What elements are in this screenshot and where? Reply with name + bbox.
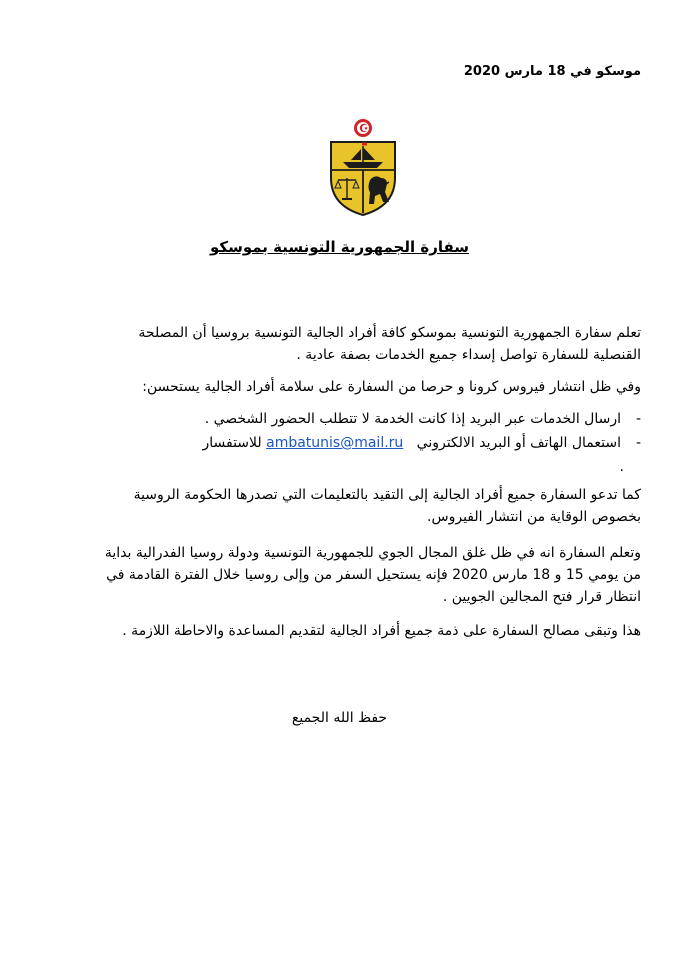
bullet-text-suffix: للاستفسار: [202, 435, 262, 451]
bullet-item-contact: [63, 432, 641, 454]
paragraph-3-line-2: بخصوص الوقاية من انتشار الفيروس.: [427, 509, 641, 525]
bullet-item-contact-end: .: [619, 459, 624, 475]
paragraph-5: هذا وتبقى مصالح السفارة على ذمة جميع أفراد الجالية لتقديم المساعدة والاحاطة اللازمة .: [122, 623, 641, 639]
bullet-item-mail-services: [63, 408, 641, 430]
paragraph-1-line-1: تعلم سفارة الجمهورية التونسية بموسكو كافة أفراد الجالية التونسية بروسيا أن المصلحة: [138, 325, 641, 341]
bullet-dash: -: [635, 411, 641, 427]
embassy-title: سفارة الجمهورية التونسية بموسكو: [209, 238, 470, 256]
paragraph-4-line-1: وتعلم السفارة انه في ظل غلق المجال الجوي للجمهورية التونسية ودولة روسيا الفدرالية بداية: [104, 545, 641, 561]
letter-date: موسكو في 18 مارس 2020: [463, 64, 641, 79]
closing-salutation: حفظ الله الجميع: [291, 710, 388, 726]
paragraph-2: وفي ظل انتشار فيروس كرونا و حرصا من السفارة على سلامة أفراد الجالية يستحسن:: [142, 379, 641, 395]
paragraph-1-line-2: القنصلية للسفارة تواصل إسداء جميع الخدمات بصفة عادية .: [296, 347, 641, 363]
paragraph-4-line-3: انتظار قرار فتح المجالين الجويين .: [442, 589, 641, 605]
bullet-text: استعمال الهاتف أو البريد الالكتروني: [416, 435, 621, 451]
paragraph-4-line-2: من يومي 15 و 18 مارس 2020 فإنه يستحيل السفر من وإلى روسيا خلال الفترة القادمة في: [106, 567, 641, 583]
tunisia-coat-of-arms-icon: [323, 118, 403, 218]
paragraph-3-line-1: كما تدعو السفارة جميع أفراد الجالية إلى التقيد بالتعليمات التي تصدرها الحكومة الروسية: [133, 487, 641, 503]
bullet-text: ارسال الخدمات عبر البريد إذا كانت الخدمة لا تتطلب الحضور الشخصي .: [204, 411, 621, 427]
bullet-dash: -: [635, 435, 641, 451]
email-link[interactable]: ambatunis@mail.ru: [266, 435, 404, 451]
